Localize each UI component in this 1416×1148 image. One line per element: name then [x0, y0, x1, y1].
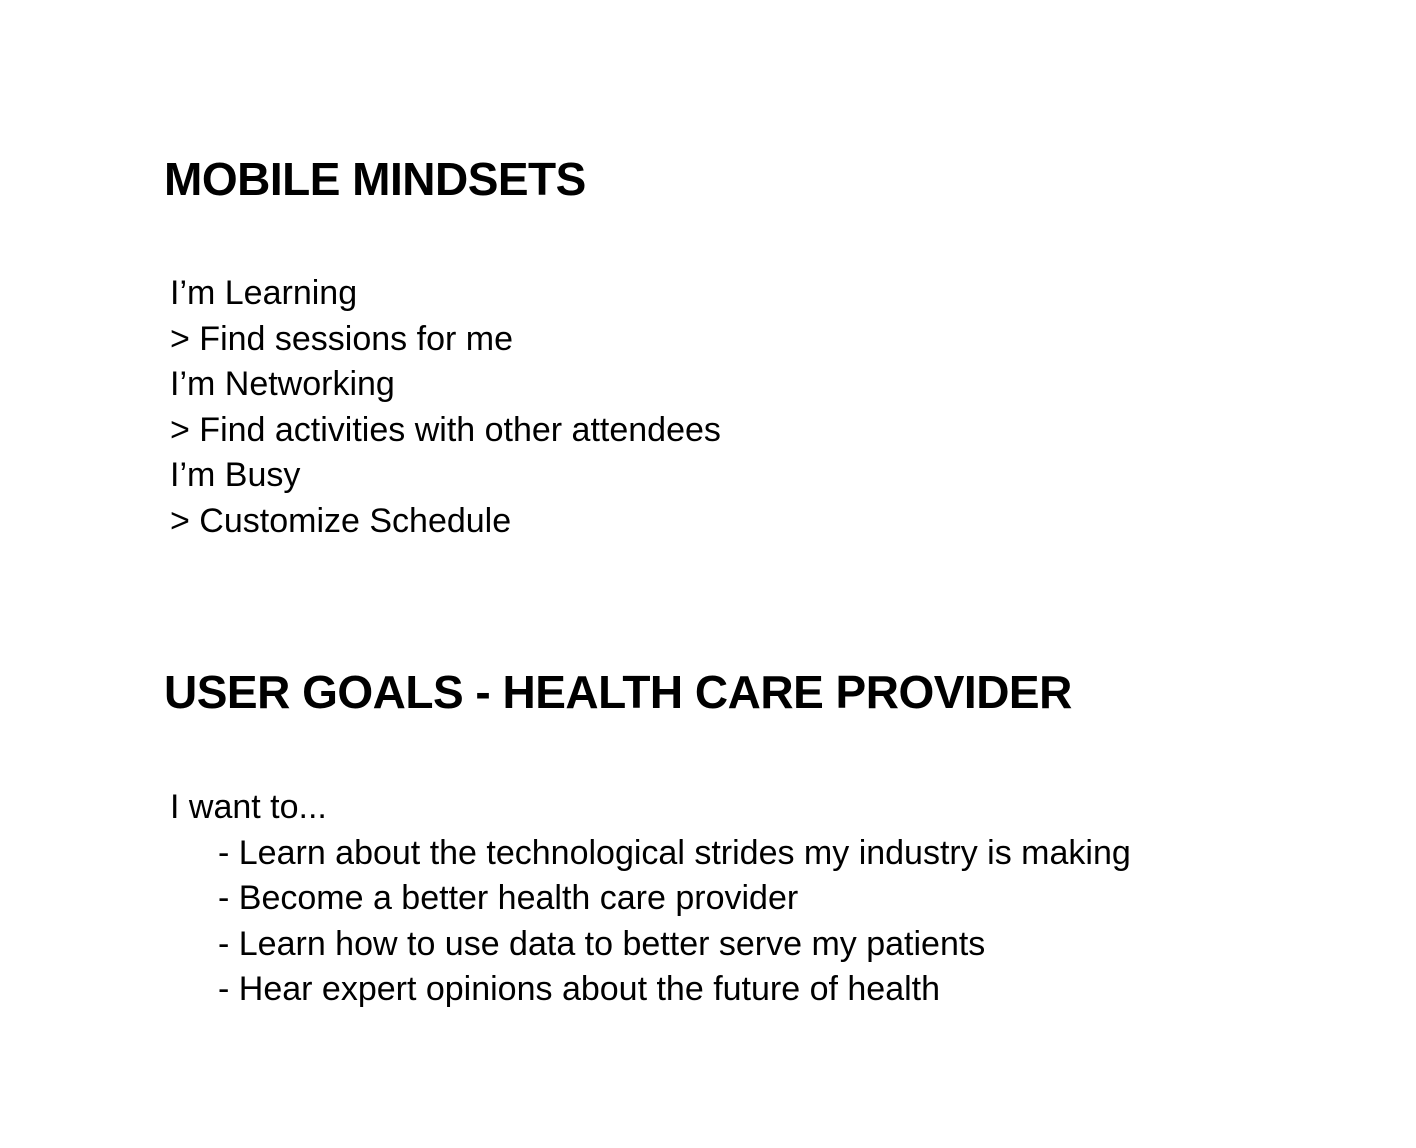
user-goals-intro: I want to... [170, 788, 327, 826]
goal-item: - Learn about the technological strides my industry is making [218, 833, 1131, 872]
mindset-learning-label: I’m Learning [170, 274, 358, 312]
mindset-busy-action: > Customize Schedule [170, 501, 512, 540]
goal-item: - Learn how to use data to better serve my patients [218, 924, 986, 963]
mindset-networking-action: > Find activities with other attendees [170, 410, 721, 449]
mobile-mindsets-list [170, 271, 721, 544]
mindset-busy-label: I’m Busy [170, 456, 301, 494]
mindset-networking-label: I’m Networking [170, 365, 395, 403]
user-goals-heading: USER GOALS - HEALTH CARE PROVIDER [164, 666, 1072, 718]
mindset-learning-action: > Find sessions for me [170, 319, 513, 358]
user-goals-block [170, 785, 1131, 1013]
mobile-mindsets-heading: MOBILE MINDSETS [164, 153, 586, 205]
goal-item: - Hear expert opinions about the future of health [218, 970, 941, 1008]
goal-item: - Become a better health care provider [218, 879, 799, 917]
